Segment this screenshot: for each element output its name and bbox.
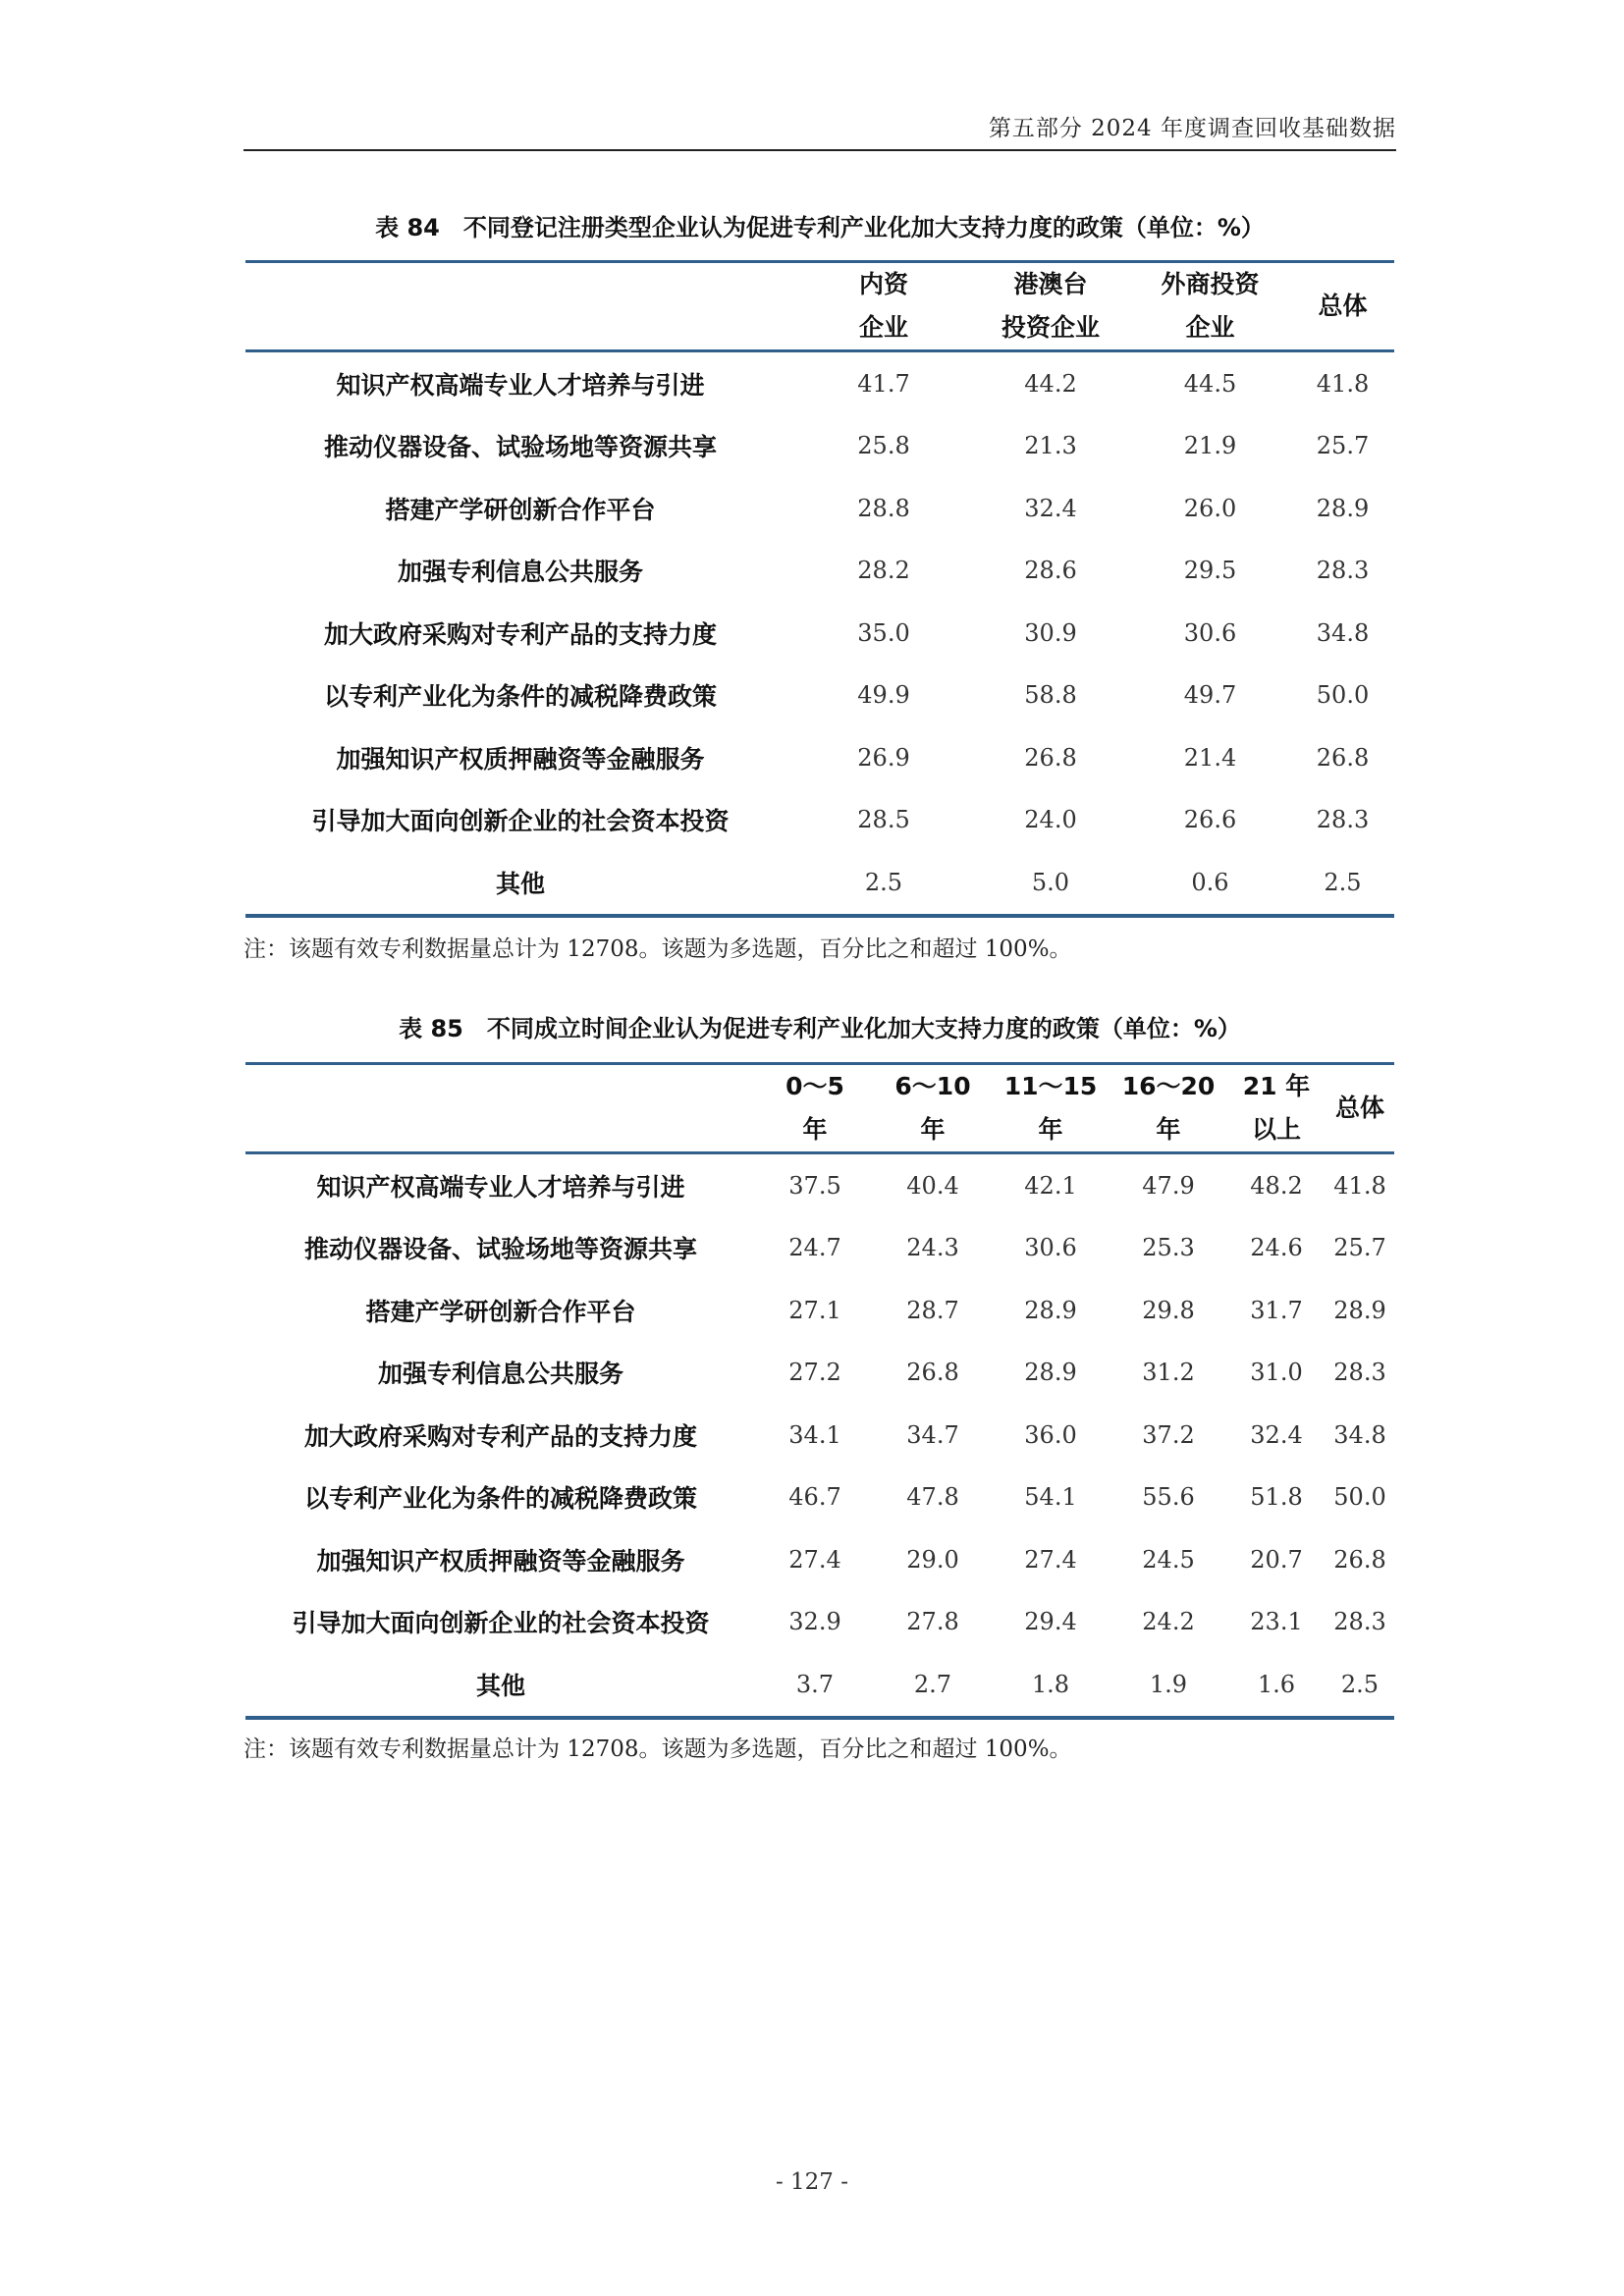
table-cell: 55.6 <box>1142 1483 1195 1512</box>
table-cell: 28.9 <box>1333 1296 1386 1324</box>
table-row <box>245 602 1394 665</box>
table-cell: 36.0 <box>1024 1420 1077 1449</box>
table-cell: 31.7 <box>1250 1296 1303 1324</box>
table-cell: 30.9 <box>1024 618 1077 647</box>
table-cell: 32.4 <box>1024 494 1077 522</box>
table-cell: 37.2 <box>1142 1420 1195 1449</box>
table-cell: 26.8 <box>1316 743 1370 772</box>
row-label: 以专利产业化为条件的减税降费政策 <box>303 1484 697 1514</box>
table-cell: 58.8 <box>1024 681 1077 710</box>
table-cell: 28.3 <box>1333 1608 1386 1636</box>
row-label: 知识产权高端专业人才培养与引进 <box>316 1172 685 1201</box>
table-cell: 34.7 <box>906 1420 959 1449</box>
table-cell: 40.4 <box>906 1171 959 1200</box>
table-cell: 26.8 <box>1024 743 1077 772</box>
table-cell: 29.8 <box>1142 1296 1195 1324</box>
table-85-col-header: 11～15 年 <box>992 1064 1110 1153</box>
table-row <box>245 1279 1394 1342</box>
table-cell: 30.6 <box>1024 1234 1077 1262</box>
table-84-title: 不同登记注册类型企业认为促进专利产业化加大支持力度的政策（单位：%） <box>462 214 1265 241</box>
row-label: 加强专利信息公共服务 <box>377 1360 623 1389</box>
table-cell: 21.9 <box>1183 432 1237 460</box>
row-label: 知识产权高端专业人才培养与引进 <box>336 370 705 400</box>
table-cell: 51.8 <box>1250 1483 1303 1512</box>
table-85-title: 不同成立时间企业认为促进专利产业化加大支持力度的政策（单位：%） <box>486 1015 1241 1042</box>
table-cell: 28.9 <box>1024 1359 1077 1387</box>
row-label: 推动仪器设备、试验场地等资源共享 <box>323 433 717 462</box>
table-cell: 24.7 <box>788 1234 841 1262</box>
table-row <box>245 1153 1394 1217</box>
table-cell: 31.0 <box>1250 1359 1303 1387</box>
page-number: - 127 - <box>775 2169 849 2195</box>
table-cell: 32.4 <box>1250 1420 1303 1449</box>
table-cell: 34.8 <box>1333 1420 1386 1449</box>
row-label: 加大政府采购对专利产品的支持力度 <box>323 619 717 649</box>
table-cell: 34.8 <box>1316 618 1370 647</box>
table-cell: 27.1 <box>788 1296 841 1324</box>
table-cell: 28.6 <box>1024 557 1077 585</box>
table-cell: 27.8 <box>906 1608 959 1636</box>
table-cell: 27.4 <box>1024 1545 1077 1574</box>
table-row <box>245 1342 1394 1405</box>
table-cell: 0.6 <box>1129 851 1291 916</box>
table-row <box>245 1528 1394 1591</box>
table-85 <box>245 1062 1394 1720</box>
table-cell: 26.6 <box>1183 806 1237 834</box>
table-cell: 41.8 <box>1316 369 1370 398</box>
table-row <box>245 1404 1394 1467</box>
table-85-header-row <box>245 1064 1394 1153</box>
table-cell: 35.0 <box>857 618 910 647</box>
row-label: 其他 <box>245 851 795 916</box>
table-cell: 29.5 <box>1183 557 1237 585</box>
table-cell: 49.7 <box>1183 681 1237 710</box>
table-row <box>245 415 1394 478</box>
table-cell: 47.9 <box>1142 1171 1195 1200</box>
table-cell: 37.5 <box>788 1171 841 1200</box>
row-label: 搭建产学研创新合作平台 <box>385 495 656 524</box>
table-84-col-header: 内资 企业 <box>795 262 972 351</box>
table-cell: 24.6 <box>1250 1234 1303 1262</box>
row-label: 加强知识产权质押融资等金融服务 <box>316 1546 685 1575</box>
table-cell: 28.2 <box>857 557 910 585</box>
row-label: 推动仪器设备、试验场地等资源共享 <box>303 1235 697 1264</box>
table-cell: 30.6 <box>1183 618 1237 647</box>
table-cell: 49.9 <box>857 681 910 710</box>
table-cell: 27.2 <box>788 1359 841 1387</box>
table-84-header-row <box>245 262 1394 351</box>
table-cell: 47.8 <box>906 1483 959 1512</box>
table-cell: 2.5 <box>1326 1653 1394 1718</box>
table-85-stub-header <box>245 1064 756 1153</box>
row-label: 加强专利信息公共服务 <box>397 558 643 587</box>
table-cell: 28.5 <box>857 806 910 834</box>
table-row <box>245 1653 1394 1718</box>
table-row <box>245 1217 1394 1280</box>
table-cell: 44.5 <box>1183 369 1237 398</box>
row-label: 引导加大面向创新企业的社会资本投资 <box>292 1609 710 1638</box>
table-cell: 28.3 <box>1333 1359 1386 1387</box>
row-label: 搭建产学研创新合作平台 <box>365 1297 636 1326</box>
table-cell: 32.9 <box>788 1608 841 1636</box>
table-84-col-header: 外商投资 企业 <box>1129 262 1291 351</box>
table-cell: 20.7 <box>1250 1545 1303 1574</box>
table-cell: 42.1 <box>1024 1171 1077 1200</box>
table-cell: 27.4 <box>788 1545 841 1574</box>
table-cell: 24.3 <box>906 1234 959 1262</box>
running-header: 第五部分 2024 年度调查回收基础数据 <box>988 116 1396 141</box>
table-85-note: 注：该题有效专利数据量总计为 12708。该题为多选题，百分比之和超过 100%。 <box>244 1736 1072 1762</box>
table-cell: 1.6 <box>1227 1653 1326 1718</box>
table-85-col-header: 总体 <box>1326 1064 1394 1153</box>
table-cell: 21.4 <box>1183 743 1237 772</box>
table-84-number: 表 84 <box>375 214 440 241</box>
table-cell: 28.8 <box>857 494 910 522</box>
table-cell: 21.3 <box>1024 432 1077 460</box>
table-cell: 5.0 <box>972 851 1129 916</box>
table-cell: 1.8 <box>992 1653 1110 1718</box>
row-label: 加大政府采购对专利产品的支持力度 <box>303 1421 697 1451</box>
table-cell: 25.7 <box>1316 432 1370 460</box>
table-row <box>245 665 1394 727</box>
table-cell: 48.2 <box>1250 1171 1303 1200</box>
table-85-col-header: 6～10 年 <box>874 1064 992 1153</box>
table-row <box>245 851 1394 916</box>
row-label: 其他 <box>245 1653 756 1718</box>
table-cell: 54.1 <box>1024 1483 1077 1512</box>
table-cell: 2.5 <box>795 851 972 916</box>
table-cell: 3.7 <box>756 1653 874 1718</box>
table-85-col-header: 16～20 年 <box>1110 1064 1227 1153</box>
table-cell: 25.8 <box>857 432 910 460</box>
table-cell: 26.9 <box>857 743 910 772</box>
table-cell: 26.0 <box>1183 494 1237 522</box>
table-cell: 41.8 <box>1333 1171 1386 1200</box>
table-row <box>245 1467 1394 1529</box>
table-cell: 28.9 <box>1316 494 1370 522</box>
table-84-caption <box>244 208 1396 242</box>
table-cell: 28.3 <box>1316 806 1370 834</box>
table-84-stub-header <box>245 262 795 351</box>
table-cell: 2.7 <box>874 1653 992 1718</box>
table-cell: 50.0 <box>1333 1483 1386 1512</box>
table-cell: 28.3 <box>1316 557 1370 585</box>
table-cell: 50.0 <box>1316 681 1370 710</box>
table-85-col-header: 0～5 年 <box>756 1064 874 1153</box>
table-84-col-header: 港澳台 投资企业 <box>972 262 1129 351</box>
table-cell: 23.1 <box>1250 1608 1303 1636</box>
table-row <box>245 477 1394 540</box>
table-cell: 1.9 <box>1110 1653 1227 1718</box>
table-cell: 34.1 <box>788 1420 841 1449</box>
header-rule <box>244 149 1396 151</box>
table-85-col-header: 21 年 以上 <box>1227 1064 1326 1153</box>
table-row <box>245 1591 1394 1654</box>
table-cell: 26.8 <box>906 1359 959 1387</box>
table-85-number: 表 85 <box>399 1015 463 1042</box>
row-label: 加强知识产权质押融资等金融服务 <box>336 744 705 774</box>
table-cell: 46.7 <box>788 1483 841 1512</box>
table-cell: 28.9 <box>1024 1296 1077 1324</box>
table-84 <box>245 260 1394 918</box>
table-84-note: 注：该题有效专利数据量总计为 12708。该题为多选题，百分比之和超过 100%。 <box>244 936 1072 962</box>
table-cell: 24.5 <box>1142 1545 1195 1574</box>
table-row <box>245 351 1394 415</box>
table-cell: 28.7 <box>906 1296 959 1324</box>
table-cell: 29.4 <box>1024 1608 1077 1636</box>
table-row <box>245 789 1394 852</box>
table-cell: 44.2 <box>1024 369 1077 398</box>
table-cell: 26.8 <box>1333 1545 1386 1574</box>
table-cell: 24.2 <box>1142 1608 1195 1636</box>
table-85-caption <box>244 1009 1396 1043</box>
table-84-col-header: 总体 <box>1291 262 1394 351</box>
table-row <box>245 726 1394 789</box>
table-cell: 41.7 <box>857 369 910 398</box>
table-cell: 29.0 <box>906 1545 959 1574</box>
row-label: 以专利产业化为条件的减税降费政策 <box>323 682 717 712</box>
row-label: 引导加大面向创新企业的社会资本投资 <box>311 807 730 836</box>
table-cell: 25.3 <box>1142 1234 1195 1262</box>
table-cell: 31.2 <box>1142 1359 1195 1387</box>
table-row <box>245 540 1394 603</box>
table-cell: 2.5 <box>1291 851 1394 916</box>
table-cell: 24.0 <box>1024 806 1077 834</box>
table-cell: 25.7 <box>1333 1234 1386 1262</box>
